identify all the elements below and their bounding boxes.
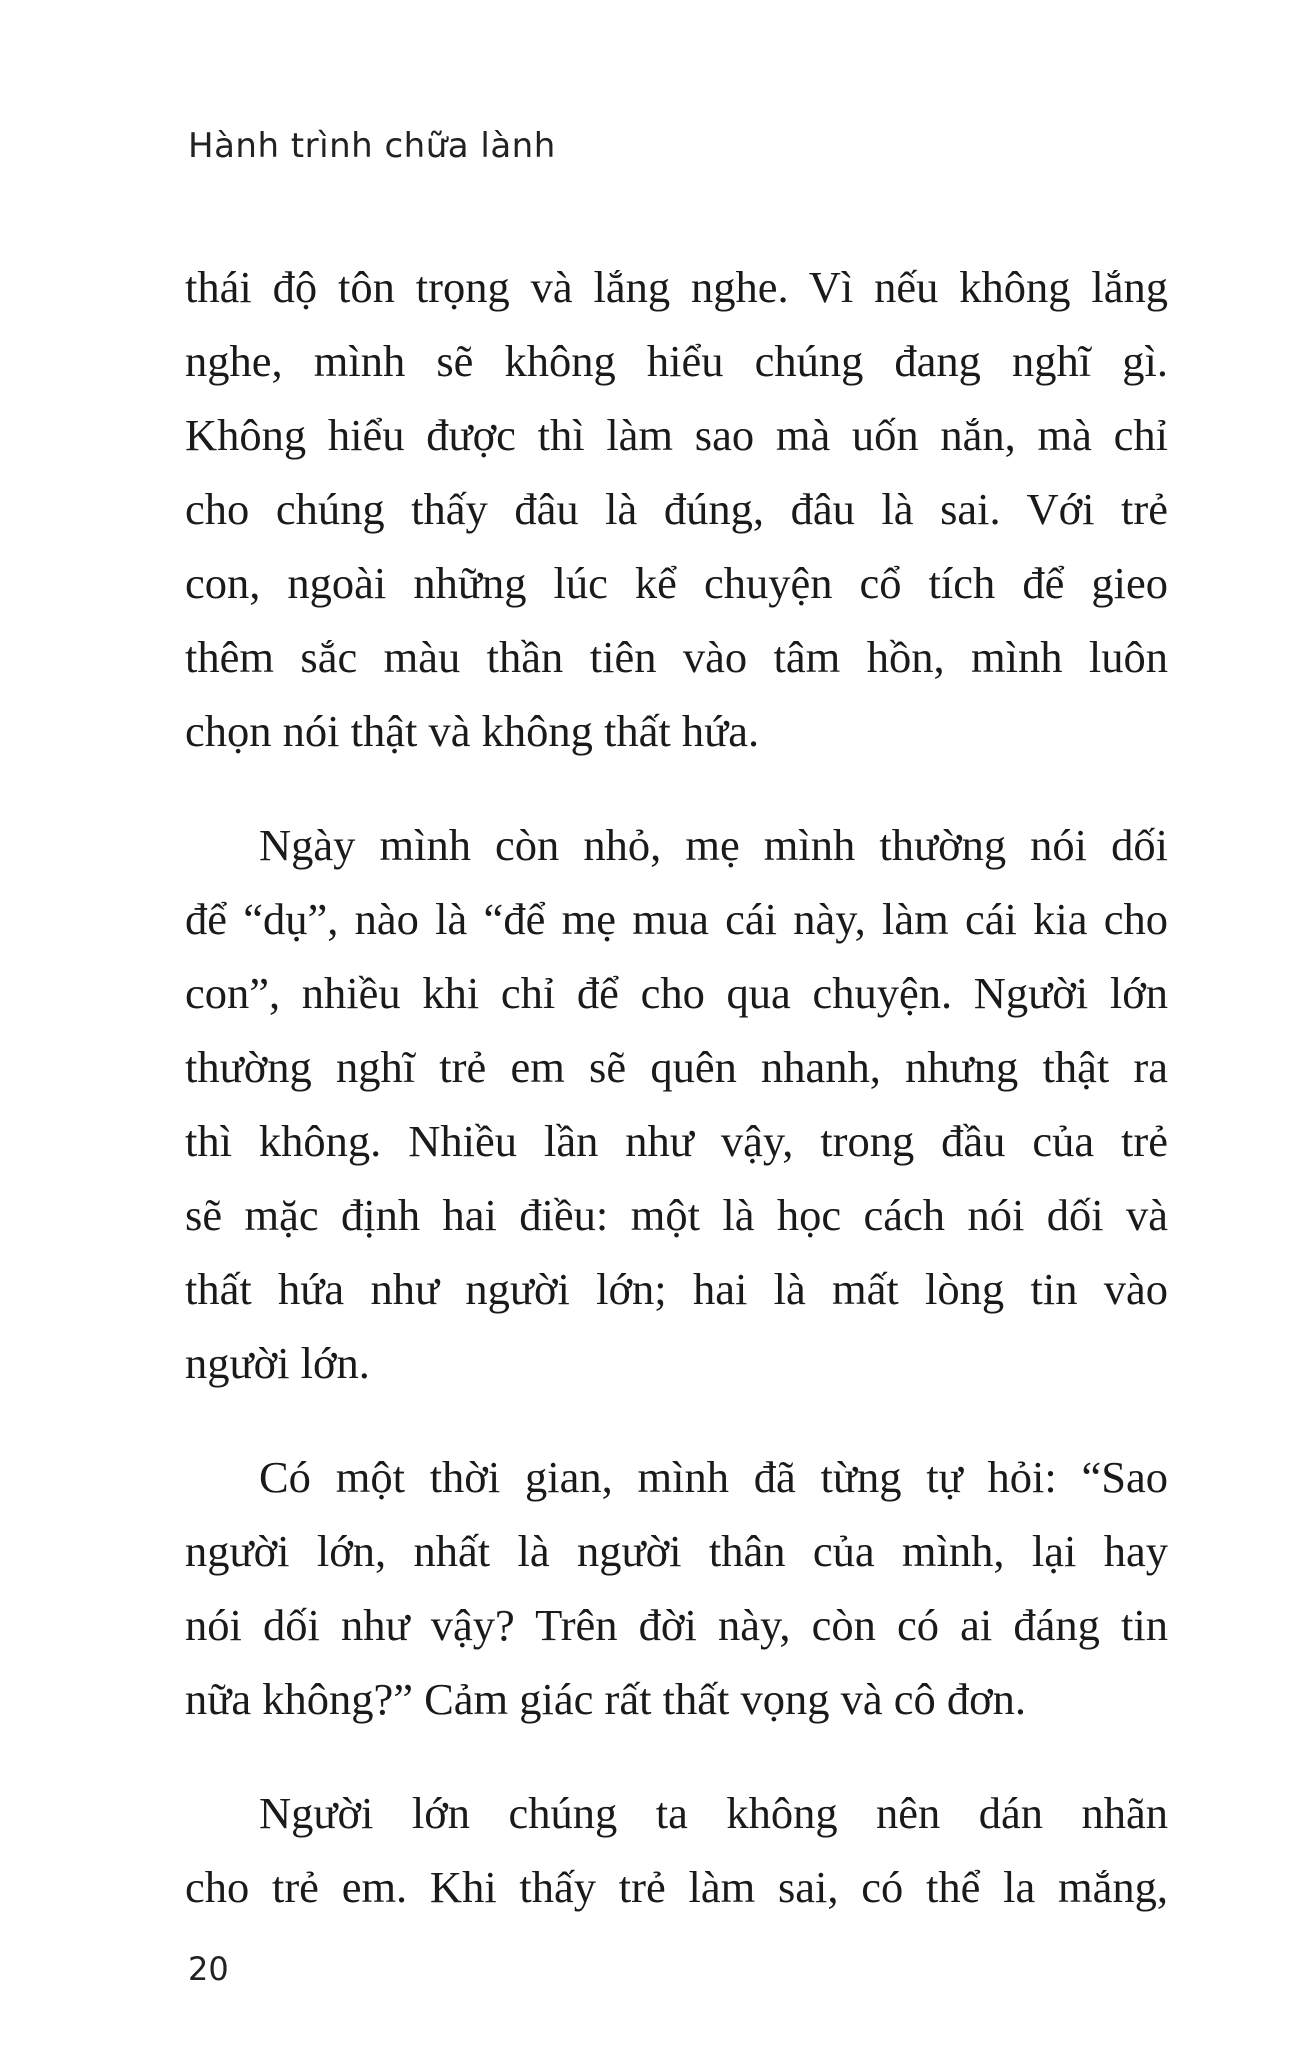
paragraph-1	[185, 250, 1168, 768]
text-line: cho chúng thấy đâu là đúng, đâu là sai. Với trẻ	[185, 484, 1168, 534]
text-line: thì không. Nhiều lần như vậy, trong đầu của trẻ	[185, 1116, 1168, 1166]
text-line: thất hứa như người lớn; hai là mất lòng tin vào	[185, 1264, 1168, 1314]
text-line: con”, nhiều khi chỉ để cho qua chuyện. Người lớn	[185, 968, 1168, 1018]
paragraph-3	[185, 1440, 1168, 1736]
text-line: thêm sắc màu thần tiên vào tâm hồn, mình luôn	[185, 632, 1168, 682]
text-line: nghe, mình sẽ không hiểu chúng đang nghĩ gì.	[185, 336, 1168, 386]
running-head: Hành trình chữa lành	[188, 126, 556, 166]
text-line: nói dối như vậy? Trên đời này, còn có ai đáng tin	[185, 1600, 1168, 1650]
paragraph-2	[185, 808, 1168, 1400]
text-line: sẽ mặc định hai điều: một là học cách nói dối và	[185, 1190, 1168, 1240]
page-number: 20	[188, 1950, 229, 1988]
text-line: để “dụ”, nào là “để mẹ mua cái này, làm cái kia cho	[185, 894, 1168, 944]
paragraph-4	[185, 1776, 1168, 1924]
text-line: người lớn.	[185, 1338, 370, 1388]
text-line: con, ngoài những lúc kể chuyện cổ tích để gieo	[185, 558, 1168, 608]
text-line: thái độ tôn trọng và lắng nghe. Vì nếu không lắng	[185, 262, 1168, 312]
text-line: thường nghĩ trẻ em sẽ quên nhanh, nhưng thật ra	[185, 1042, 1168, 1092]
text-line: Có một thời gian, mình đã từng tự hỏi: “Sao	[259, 1452, 1168, 1502]
text-line: nữa không?” Cảm giác rất thất vọng và cô đơn.	[185, 1674, 1026, 1724]
text-line: cho trẻ em. Khi thấy trẻ làm sai, có thể la mắng,	[185, 1862, 1168, 1912]
body-text	[185, 250, 1168, 1924]
text-line: Ngày mình còn nhỏ, mẹ mình thường nói dối	[259, 820, 1168, 870]
text-line: chọn nói thật và không thất hứa.	[185, 706, 760, 756]
text-line: người lớn, nhất là người thân của mình, lại hay	[185, 1526, 1168, 1576]
text-line: Không hiểu được thì làm sao mà uốn nắn, mà chỉ	[185, 410, 1168, 460]
text-line: Người lớn chúng ta không nên dán nhãn	[259, 1788, 1168, 1838]
